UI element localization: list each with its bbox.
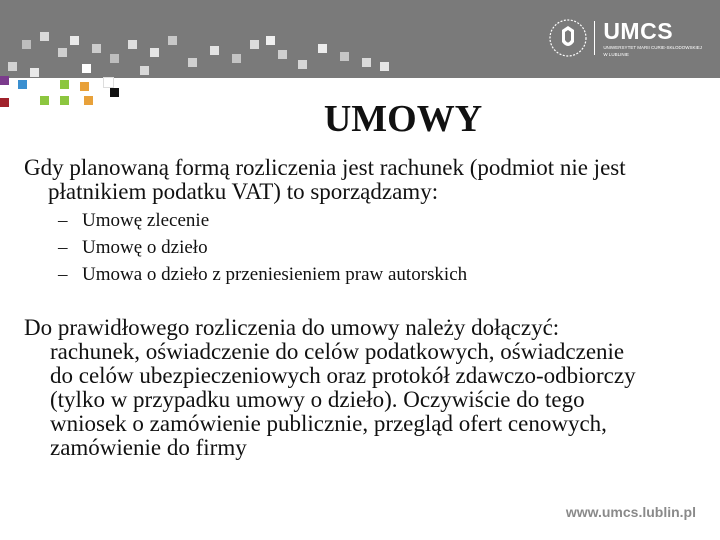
intro-line-1: Gdy planowaną formą rozliczenia jest rachunek (podmiot nie jest: [24, 155, 626, 180]
list-item: – Umowa o dzieło z przeniesieniem praw autorskich: [58, 261, 467, 288]
documents-line-6: zamówienie do firmy: [50, 435, 247, 460]
bullet-dash: –: [58, 237, 68, 258]
logo-subtitle-1: UNIWERSYTET MARII CURIE-SKŁODOWSKIEJ: [603, 44, 702, 50]
logo-divider: [594, 21, 595, 55]
list-item: – Umowę zlecenie: [58, 207, 467, 234]
bullet-dash: –: [58, 210, 68, 231]
documents-line-5: wniosek o zamówienie publicznie, przegląd ofert cenowych,: [50, 411, 607, 436]
paragraph-intro: [24, 156, 704, 204]
logo-name: UMCS: [603, 17, 674, 44]
umcs-logo[interactable]: [548, 16, 702, 60]
list-item: – Umowę o dzieło: [58, 234, 467, 261]
documents-line-4: (tylko w przypadku umowy o dzieło). Oczywiście do tego: [50, 387, 585, 412]
footer-url[interactable]: www.umcs.lublin.pl: [565, 504, 696, 520]
documents-line-3: do celów ubezpieczeniowych oraz protokół zdawczo-odbiorczy: [50, 363, 636, 388]
university-crest-icon: [548, 18, 588, 58]
intro-line-2: płatnikiem podatku VAT) to sporządzamy:: [48, 179, 439, 204]
contract-types-list: [58, 207, 467, 288]
logo-subtitle-2: W LUBLINIE: [603, 51, 629, 57]
bullet-dash: –: [58, 264, 68, 285]
paragraph-documents: [24, 316, 704, 460]
documents-line-1: Do prawidłowego rozliczenia do umowy należy dołączyć:: [24, 315, 560, 340]
documents-line-2: rachunek, oświadczenie do celów podatkowych, oświadczenie: [50, 339, 625, 364]
slide-title: UMOWY: [323, 98, 483, 140]
